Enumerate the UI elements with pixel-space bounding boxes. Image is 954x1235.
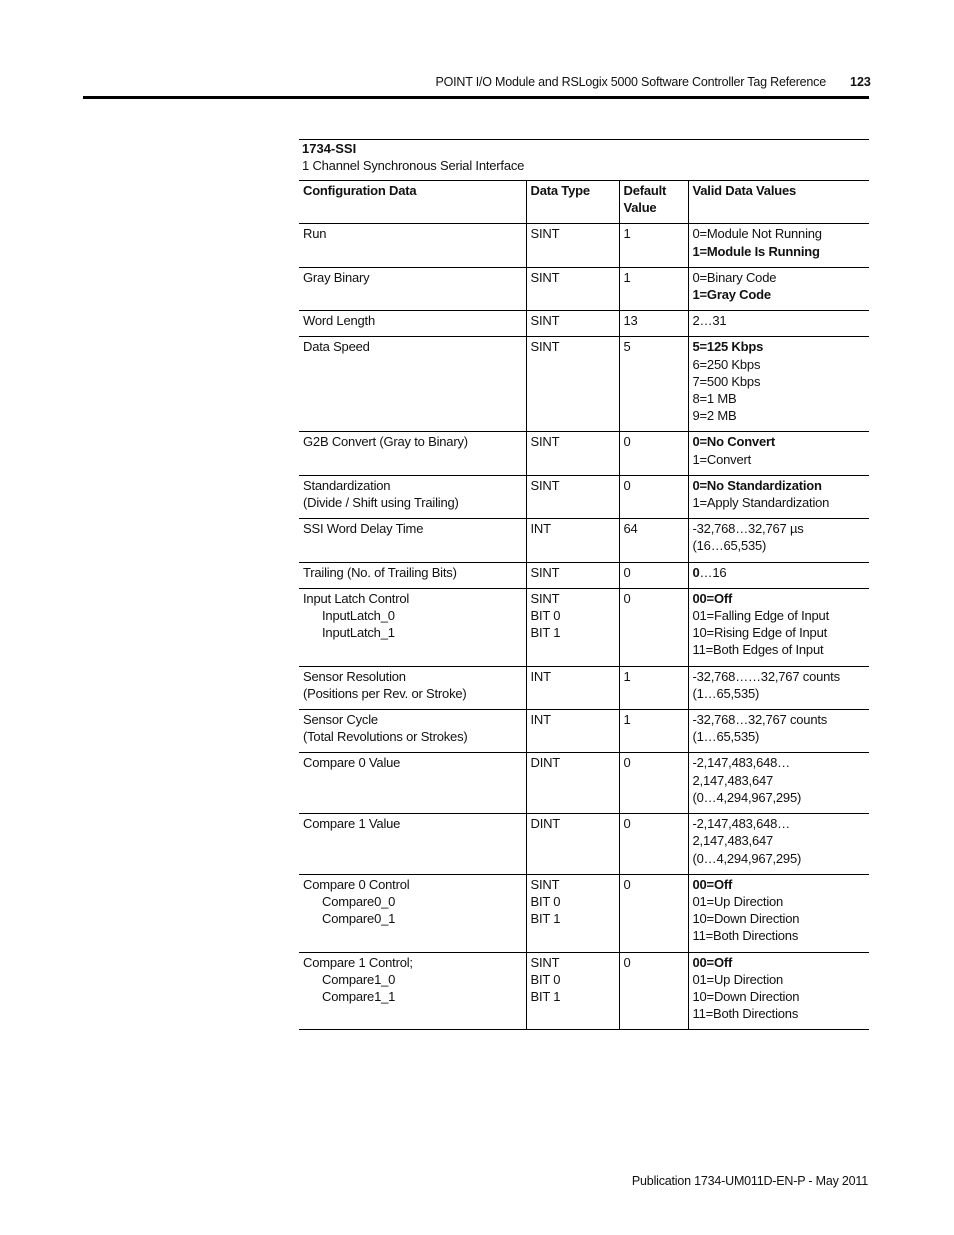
config-line: Compare1_1 (322, 988, 396, 1004)
config-line: Gray Binary (303, 269, 370, 285)
valid-value-line: 0=Module Not Running (692, 226, 822, 242)
table-caption-subtitle: 1 Channel Synchronous Serial Interface (302, 158, 525, 173)
valid-value-line: -32,768…32,767 µs (692, 521, 804, 537)
config-line: Run (303, 226, 327, 242)
cell-default-value: 64 (619, 519, 688, 562)
valid-value-line: 00=Off (692, 590, 733, 606)
cell-data-type (526, 562, 619, 588)
config-line: Standardization (303, 477, 391, 493)
cell-configuration-data (299, 311, 526, 337)
config-line: Compare 0 Value (303, 755, 401, 771)
valid-value-line: 1=Convert (692, 451, 752, 467)
cell-data-type (526, 588, 619, 666)
column-header-configuration-data: Configuration Data (303, 183, 417, 198)
table-row (299, 311, 869, 337)
valid-value-line: 10=Down Direction (692, 911, 800, 927)
data-type-line: SINT (530, 954, 560, 970)
config-line: Sensor Resolution (303, 668, 406, 684)
cell-valid-data-values (688, 814, 869, 875)
cell-configuration-data (299, 588, 526, 666)
valid-value-line: 01=Up Direction (692, 893, 784, 909)
valid-value-line: 7=500 Kbps (692, 373, 761, 389)
data-type-line: SINT (530, 477, 560, 493)
data-type-line: DINT (530, 755, 561, 771)
table-caption-title: 1734-SSI (302, 141, 357, 156)
config-line: (Divide / Shift using Trailing) (303, 495, 459, 511)
data-type-line: INT (530, 668, 551, 684)
config-line: (Total Revolutions or Strokes) (303, 729, 468, 745)
cell-default-value: 0 (619, 588, 688, 666)
config-line: Data Speed (303, 339, 370, 355)
data-type-line: INT (530, 712, 551, 728)
config-line: G2B Convert (Gray to Binary) (303, 434, 468, 450)
cell-configuration-data (299, 710, 526, 753)
table-row (299, 267, 869, 310)
cell-data-type (526, 311, 619, 337)
table-row (299, 475, 869, 518)
cell-data-type (526, 814, 619, 875)
config-line: InputLatch_1 (322, 625, 395, 641)
column-header-default-line: Default (623, 183, 667, 198)
data-type-line: BIT 1 (530, 625, 561, 641)
config-line: Compare0_1 (322, 911, 396, 927)
cell-valid-data-values (688, 666, 869, 709)
table-row (299, 814, 869, 875)
valid-value-line: 1=Apply Standardization (692, 495, 830, 511)
table-row (299, 224, 869, 267)
cell-valid-data-values (688, 952, 869, 1030)
cell-data-type (526, 874, 619, 952)
data-type-line: BIT 1 (530, 911, 561, 927)
table-row (299, 337, 869, 432)
cell-data-type (526, 475, 619, 518)
config-line: (Positions per Rev. or Stroke) (303, 685, 467, 701)
data-type-line: BIT 0 (530, 971, 561, 987)
cell-valid-data-values (688, 753, 869, 814)
valid-value-line: -32,768…32,767 counts (692, 712, 828, 728)
cell-default-value: 1 (619, 267, 688, 310)
valid-value-line: (0…4,294,967,295) (692, 789, 802, 805)
valid-value-line: 11=Both Directions (692, 1006, 799, 1022)
cell-valid-data-values (688, 519, 869, 562)
valid-value-line: 11=Both Directions (692, 928, 799, 944)
table-body (299, 224, 869, 1030)
valid-value-line: 1=Module Is Running (692, 243, 820, 259)
cell-data-type (526, 666, 619, 709)
data-type-line: BIT 0 (530, 608, 561, 624)
cell-default-value: 1 (619, 710, 688, 753)
config-table-block (299, 139, 869, 1030)
cell-default-value: 0 (619, 475, 688, 518)
valid-value-line: (1…65,535) (692, 685, 760, 701)
cell-default-value: 0 (619, 432, 688, 475)
config-line: Compare 0 Control (303, 876, 410, 892)
valid-value-line: 9=2 MB (692, 408, 737, 424)
cell-data-type (526, 337, 619, 432)
data-type-line: SINT (530, 226, 560, 242)
valid-value-line: 0=No Standardization (692, 477, 822, 493)
cell-configuration-data (299, 267, 526, 310)
valid-value-line (693, 564, 867, 581)
data-type-line: BIT 1 (530, 988, 561, 1004)
config-data-table (299, 180, 869, 1030)
cell-data-type (526, 519, 619, 562)
config-line: Compare 1 Value (303, 816, 401, 832)
cell-valid-data-values (688, 432, 869, 475)
data-type-line: SINT (530, 876, 560, 892)
cell-valid-data-values (688, 267, 869, 310)
config-line: Compare 1 Control; (303, 954, 413, 970)
column-header-valid-data-values: Valid Data Values (688, 181, 869, 224)
data-type-line: INT (530, 521, 551, 537)
cell-configuration-data (299, 224, 526, 267)
cell-configuration-data (299, 519, 526, 562)
running-header: POINT I/O Module and RSLogix 5000 Software Controller Tag Reference (435, 75, 826, 89)
config-line: SSI Word Delay Time (303, 521, 424, 537)
cell-configuration-data (299, 475, 526, 518)
cell-default-value: 0 (619, 753, 688, 814)
cell-default-value: 5 (619, 337, 688, 432)
table-row (299, 952, 869, 1030)
config-line: InputLatch_0 (322, 608, 395, 624)
cell-configuration-data (299, 337, 526, 432)
cell-configuration-data (299, 952, 526, 1030)
page-number: 123 (850, 75, 871, 89)
cell-data-type (526, 432, 619, 475)
cell-data-type (526, 710, 619, 753)
valid-value-line: 10=Rising Edge of Input (692, 625, 828, 641)
valid-value-line: (0…4,294,967,295) (692, 850, 802, 866)
cell-valid-data-values (688, 311, 869, 337)
valid-value-rest-part: …16 (699, 564, 727, 580)
column-header-default-value (619, 181, 688, 224)
header-rule (83, 96, 869, 99)
cell-valid-data-values (688, 588, 869, 666)
valid-value-line: 5=125 Kbps (692, 339, 764, 355)
cell-default-value: 0 (619, 874, 688, 952)
valid-value-line: 2,147,483,647 (692, 772, 774, 788)
data-type-line: SINT (530, 434, 560, 450)
table-row (299, 753, 869, 814)
config-line: Compare0_0 (322, 893, 396, 909)
cell-data-type (526, 224, 619, 267)
config-line: Sensor Cycle (303, 712, 378, 728)
cell-configuration-data (299, 814, 526, 875)
cell-data-type (526, 753, 619, 814)
config-line: Trailing (No. of Trailing Bits) (303, 564, 457, 580)
cell-configuration-data (299, 874, 526, 952)
cell-valid-data-values (688, 874, 869, 952)
data-type-line: DINT (530, 816, 561, 832)
valid-value-line: 8=1 MB (692, 391, 737, 407)
column-header-data-type: Data Type (526, 181, 619, 224)
cell-data-type (526, 952, 619, 1030)
cell-configuration-data (299, 562, 526, 588)
valid-value-line: 6=250 Kbps (692, 356, 761, 372)
table-row (299, 519, 869, 562)
data-type-line: SINT (530, 564, 560, 580)
valid-value-line: 2…31 (692, 313, 727, 329)
table-row (299, 874, 869, 952)
table-header-row (299, 181, 869, 224)
cell-default-value: 0 (619, 814, 688, 875)
valid-value-line: -2,147,483,648… (692, 816, 790, 832)
valid-value-line: 11=Both Edges of Input (692, 642, 824, 658)
valid-value-line: 0=Binary Code (692, 269, 777, 285)
valid-value-line: 10=Down Direction (692, 988, 800, 1004)
config-line: Input Latch Control (303, 590, 410, 606)
cell-valid-data-values (688, 562, 869, 588)
cell-default-value: 0 (619, 562, 688, 588)
valid-value-line: 0=No Convert (692, 434, 775, 450)
valid-value-line: 00=Off (692, 954, 733, 970)
cell-default-value: 1 (619, 666, 688, 709)
cell-valid-data-values (688, 710, 869, 753)
column-header-value-line: Value (623, 200, 657, 216)
table-row (299, 588, 869, 666)
cell-valid-data-values (688, 224, 869, 267)
valid-value-line: 01=Falling Edge of Input (692, 608, 829, 624)
table-row (299, 562, 869, 588)
valid-value-line: 00=Off (692, 876, 733, 892)
valid-value-line: 2,147,483,647 (692, 833, 774, 849)
cell-configuration-data (299, 432, 526, 475)
table-caption (299, 139, 869, 180)
cell-valid-data-values (688, 475, 869, 518)
data-type-line: SINT (530, 339, 560, 355)
cell-configuration-data (299, 666, 526, 709)
config-line: Word Length (303, 313, 375, 329)
valid-value-line: 1=Gray Code (692, 287, 771, 303)
cell-default-value: 13 (619, 311, 688, 337)
data-type-line: SINT (530, 269, 560, 285)
data-type-line: SINT (530, 590, 560, 606)
valid-value-line: (16…65,535) (692, 538, 767, 554)
valid-value-line: (1…65,535) (692, 729, 760, 745)
cell-configuration-data (299, 753, 526, 814)
cell-default-value: 1 (619, 224, 688, 267)
cell-valid-data-values (688, 337, 869, 432)
valid-value-line: -32,768……32,767 counts (692, 668, 840, 684)
table-row (299, 432, 869, 475)
data-type-line: SINT (530, 313, 560, 329)
valid-value-line: 01=Up Direction (692, 971, 784, 987)
table-row (299, 710, 869, 753)
cell-data-type (526, 267, 619, 310)
cell-default-value: 0 (619, 952, 688, 1030)
data-type-line: BIT 0 (530, 893, 561, 909)
config-line: Compare1_0 (322, 971, 396, 987)
valid-value-bold-part: 0 (692, 564, 700, 580)
publication-footer: Publication 1734-UM011D-EN-P - May 2011 (631, 1174, 868, 1188)
valid-value-line: -2,147,483,648… (692, 755, 790, 771)
table-row (299, 666, 869, 709)
